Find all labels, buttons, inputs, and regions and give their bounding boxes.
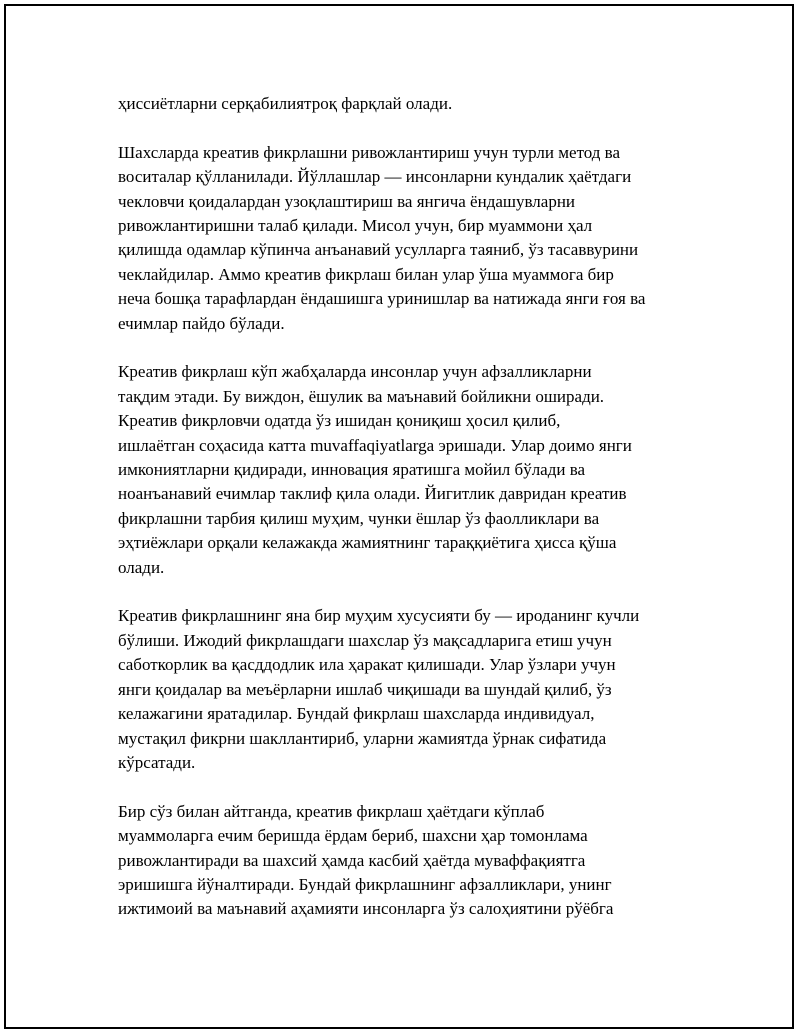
text-line: мустақил фикрни шакллантириб, уларни жамиятда ўрнак сифатида — [118, 728, 607, 748]
text-line: Креатив фикрлашнинг яна бир муҳим хусусияти бу — ироданинг кучли — [118, 606, 640, 626]
paragraph — [118, 92, 698, 116]
text-line: қилишда одамлар кўпинча анъанавий усулларга таяниб, ўз тасаввурини — [118, 240, 639, 260]
text-line: Креатив фикрлаш кўп жабҳаларда инсонлар учун афзалликларни — [118, 362, 592, 382]
text-line: Шахсларда креатив фикрлашни ривожлантириш учун турли метод ва — [118, 142, 621, 162]
paragraph — [118, 604, 698, 775]
text-line: неча бошқа тарафлардан ёндашишга уринишлар ва натижада янги ғоя ва — [118, 289, 646, 309]
text-line: ноанъанавий ечимлар таклиф қила олади. Йигитлик давридан креатив — [118, 484, 627, 504]
text-line: ривожлантиришни талаб қилади. Мисол учун, бир муаммони ҳал — [118, 216, 593, 236]
paragraph — [118, 800, 698, 922]
text-line: имкониятларни қидиради, инновация яратишга мойил бўлади ва — [118, 460, 586, 480]
text-line: воситалар қўлланилади. Йўллашлар — инсонларни кундалик ҳаётдаги — [118, 167, 632, 187]
text-line: эришишга йўналтиради. Бундай фикрлашнинг афзалликлари, унинг — [118, 874, 612, 894]
text-line: ривожлантиради ва шахсий ҳамда касбий ҳаётда муваффақиятга — [118, 850, 586, 870]
text-line: Бир сўз билан айтганда, креатив фикрлаш ҳаётдаги кўплаб — [118, 801, 545, 821]
text-line: ишлаётган соҳасида катта muvaffaqiyatlarga эришади. Улар доимо янги — [118, 435, 632, 455]
text-line: бўлиши. Ижодий фикрлашдаги шахслар ўз мақсадларига етиш учун — [118, 630, 612, 650]
text-line: янги қоидалар ва меъёрларни ишлаб чиқишади ва шундай қилиб, ўз — [118, 679, 612, 699]
text-line: Креатив фикрловчи одатда ўз ишидан қониқиш ҳосил қилиб, — [118, 411, 561, 431]
text-line: муаммоларга ечим беришда ёрдам бериб, шахсни ҳар томонлама — [118, 826, 588, 846]
text-line: чеклайдилар. Аммо креатив фикрлаш билан улар ўша муаммога бир — [118, 264, 614, 284]
text-line: кўрсатади. — [118, 752, 196, 772]
text-line: ечимлар пайдо бўлади. — [118, 313, 285, 333]
text-line: ижтимоий ва маънавий аҳамияти инсонларга ўз салоҳиятини рўёбга — [118, 899, 614, 919]
paragraph — [118, 141, 698, 336]
document-body — [118, 92, 698, 946]
text-line: келажагини яратадилар. Бундай фикрлаш шахсларда индивидуал, — [118, 704, 595, 724]
text-line: тақдим этади. Бу виждон, ёшулик ва маънавий бойликни оширади. — [118, 386, 605, 406]
text-line: олади. — [118, 557, 165, 577]
text-line: фикрлашни тарбия қилиш муҳим, чунки ёшлар ўз фаолликлари ва — [118, 508, 600, 528]
text-line: ҳиссиётларни серқабилиятроқ фарқлай олади. — [118, 94, 453, 113]
text-line: эҳтиёжлари орқали келажакда жамиятнинг тараққиётига ҳисса қўша — [118, 533, 617, 553]
text-line: саботкорлик ва қасддодлик ила ҳаракат қилишади. Улар ўзлари учун — [118, 655, 616, 675]
text-line: чекловчи қоидалардан узоқлаштириш ва янгича ёндашувларни — [118, 191, 576, 211]
paragraph — [118, 360, 698, 580]
